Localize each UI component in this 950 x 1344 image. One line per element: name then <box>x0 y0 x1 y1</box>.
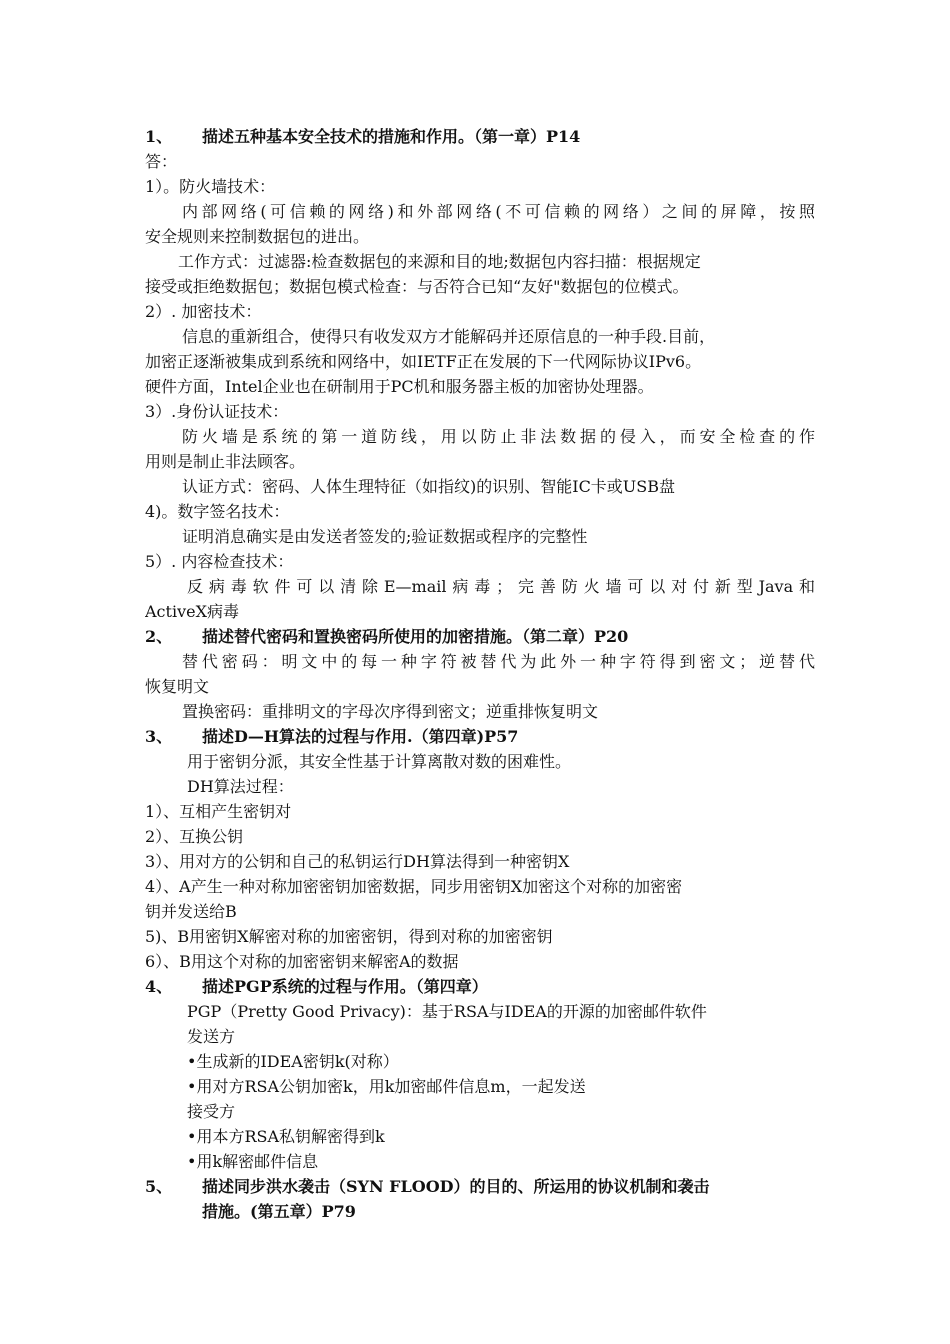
text-line: 3）、用对方的公钥和自己的私钥运行DH算法得到一种密钥X <box>145 852 570 871</box>
section-number: 3、 <box>145 727 173 746</box>
text-line: 恢复明文 <box>145 677 210 696</box>
list-item: •用k解密邮件信息 <box>187 1152 319 1171</box>
text-line: 安全规则来控制数据包的进出。 <box>145 227 370 246</box>
text-line: 2）. 加密技术： <box>145 302 262 321</box>
text-line: 反病毒软件可以清除E—mail病毒；完善防火墙可以对付新型Java和 <box>187 577 815 596</box>
text-line: DH算法过程： <box>187 777 294 796</box>
text-line: 1）、互相产生密钥对 <box>145 802 292 821</box>
text-line: 3）.身份认证技术： <box>145 402 289 421</box>
text-line: PGP（Pretty Good Privacy)：基于RSA与IDEA的开源的加密邮件软件 <box>187 1002 707 1021</box>
list-item: •生成新的IDEA密钥k(对称） <box>187 1052 399 1071</box>
text-line: 置换密码：重排明文的字母次序得到密文；逆重排恢复明文 <box>182 702 599 721</box>
text-line: 证明消息确实是由发送者签发的;验证数据或程序的完整性 <box>182 527 588 546</box>
text-line: 5）. 内容检查技术： <box>145 552 294 571</box>
text-line: 6）、B用这个对称的加密密钥来解密A的数据 <box>145 952 459 971</box>
section-heading-continued: 措施。(第五章）P79 <box>202 1202 356 1221</box>
text-line: ActiveX病毒 <box>145 602 239 621</box>
text-line: 用于密钥分派，其安全性基于计算离散对数的困难性。 <box>187 752 572 771</box>
list-item: •用对方RSA公钥加密k，用k加密邮件信息m，一起发送 <box>187 1077 586 1096</box>
text-line: 发送方 <box>187 1027 236 1046</box>
text-line: 用则是制止非法顾客。 <box>145 452 306 471</box>
section-heading: 描述五种基本安全技术的措施和作用。（第一章）P14 <box>202 127 581 146</box>
section-number: 1、 <box>145 127 173 146</box>
text-line: 接受或拒绝数据包；数据包模式检查：与否符合已知“友好"数据包的位模式。 <box>145 277 689 296</box>
section-heading: 描述替代密码和置换密码所使用的加密措施。（第二章）P20 <box>202 627 629 646</box>
text-line: 内部网络(可信赖的网络)和外部网络(不可信赖的网络）之间的屏障，按照 <box>182 202 815 221</box>
text-line: 答： <box>145 152 178 171</box>
text-line: 替代密码：明文中的每一种字符被替代为此外一种字符得到密文；逆替代 <box>182 652 815 671</box>
text-line: 认证方式：密码、人体生理特征（如指纹)的识别、智能IC卡或USB盘 <box>182 477 676 496</box>
list-item: •用本方RSA私钥解密得到k <box>187 1127 385 1146</box>
section-number: 4、 <box>145 977 173 996</box>
text-line: 接受方 <box>187 1102 236 1121</box>
text-line: 2）、互换公钥 <box>145 827 244 846</box>
text-line: 4）、A产生一种对称加密密钥加密数据，同步用密钥X加密这个对称的加密密 <box>145 877 683 896</box>
text-line: 1）。防火墙技术： <box>145 177 276 196</box>
text-line: 硬件方面，Intel企业也在研制用于PC机和服务器主板的加密协处理器。 <box>145 377 654 396</box>
text-line: 防火墙是系统的第一道防线，用以防止非法数据的侵入，而安全检查的作 <box>182 427 815 446</box>
section-heading: 描述PGP系统的过程与作用。（第四章） <box>202 977 488 996</box>
text-line: 工作方式：过滤器:检查数据包的来源和目的地;数据包内容扫描：根据规定 <box>178 252 701 271</box>
text-line: 信息的重新组合，使得只有收发双方才能解码并还原信息的一种手段.目前， <box>182 327 716 346</box>
text-line: 4)。数字签名技术： <box>145 502 290 521</box>
text-line: 加密正逐渐被集成到系统和网络中，如IETF正在发展的下一代网际协议IPv6。 <box>145 352 702 371</box>
section-number: 2、 <box>145 627 173 646</box>
section-heading: 描述同步洪水袭击（SYN FLOOD）的目的、所运用的协议机制和袭击 <box>202 1177 710 1196</box>
section-number: 5、 <box>145 1177 173 1196</box>
text-line: 5)、B用密钥X解密对称的加密密钥，得到对称的加密密钥 <box>145 927 553 946</box>
section-heading: 描述D—H算法的过程与作用.（第四章)P57 <box>202 727 519 746</box>
text-line: 钥并发送给B <box>145 902 237 921</box>
